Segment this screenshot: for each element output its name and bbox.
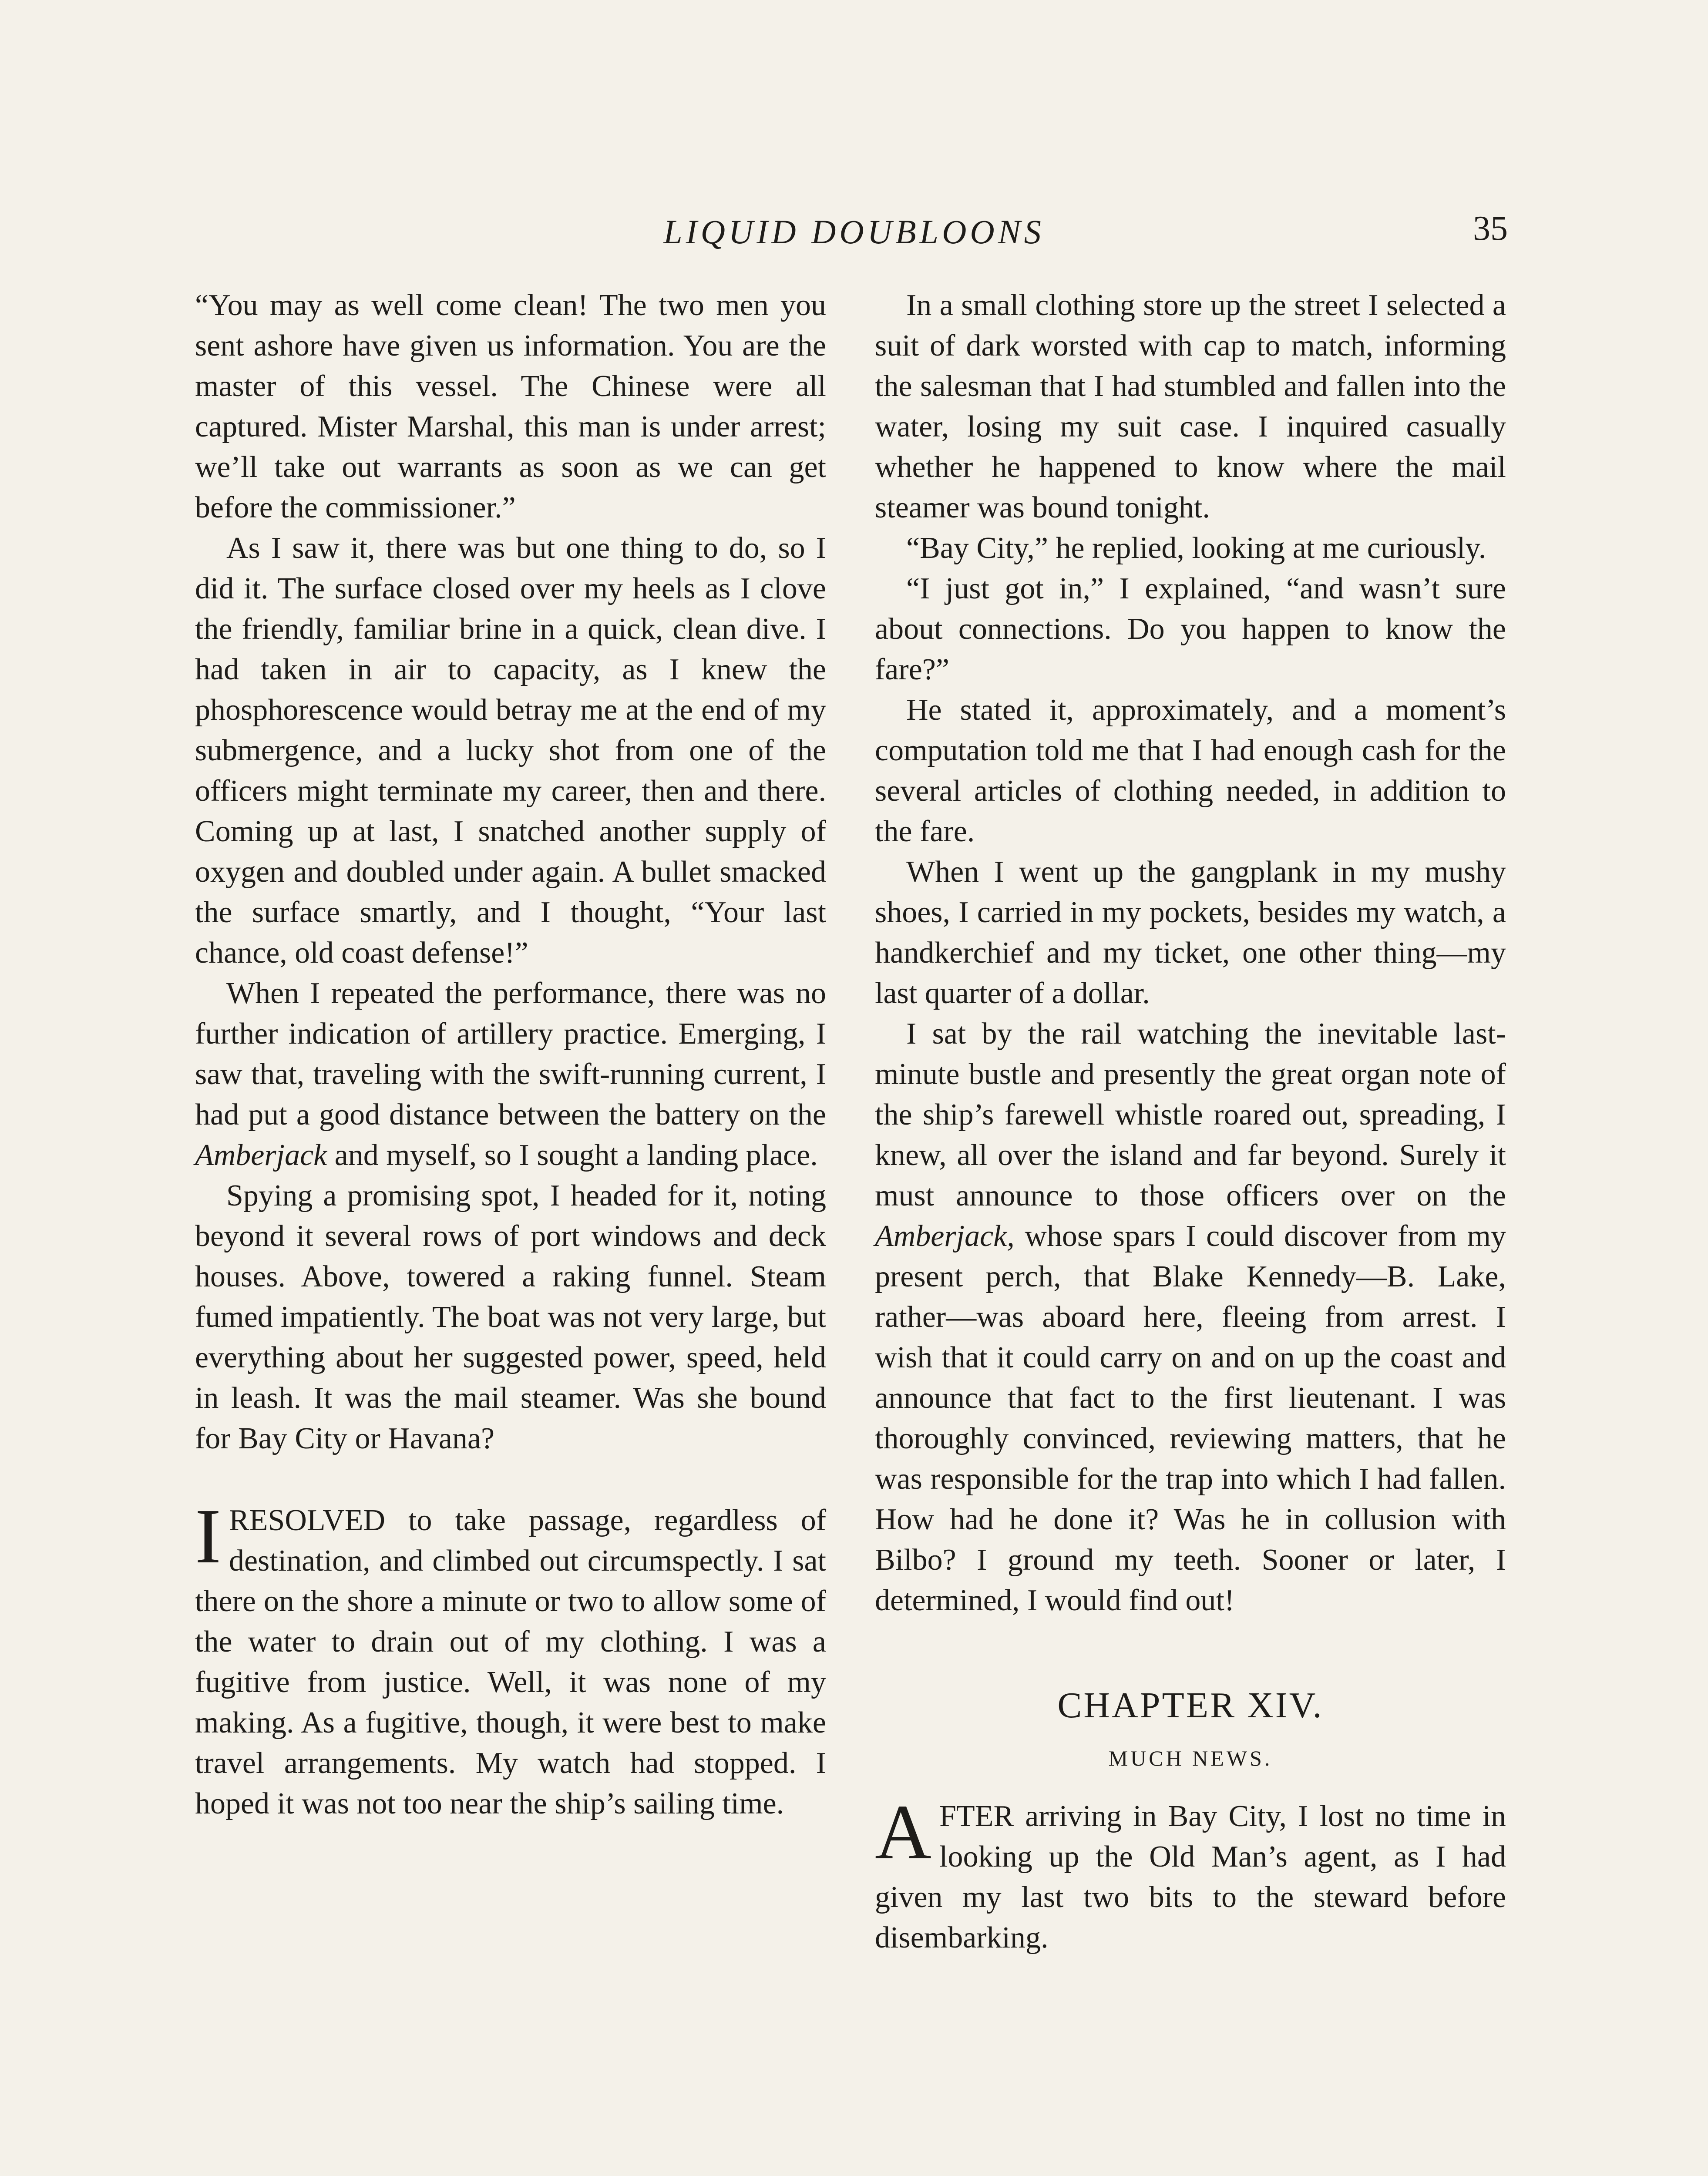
paragraph-text: whose spars I could discover from my present perch, that Blake Kennedy—B. Lake, rather—was aboard here, fleeing from arrest. I wish that it could carry on and on up the coast and announce that fact to the first lieutenant. I was thoroughly convinced, reviewing matters, that he was responsible for the trap into which I had fallen. How had he done it? Was he in collusion with Bilbo? I ground my teeth. Sooner or later, I determined, I would find out! (875, 1219, 1506, 1617)
left-column (195, 285, 826, 1824)
paragraph (195, 973, 826, 1175)
chapter-subtitle: MUCH NEWS. (1108, 1746, 1273, 1770)
paragraph: He stated it, approximately, and a moment’s computation told me that I had enough cash for the several articles of clothing needed, in addition to the fare. (875, 693, 1506, 848)
running-title: LIQUID DOUBLOONS (663, 213, 1045, 251)
paragraph-dropcap (195, 1493, 826, 1824)
chapter-opening-paragraph (875, 1789, 1506, 1958)
paragraph: Spying a promising spot, I headed for it, noting beyond it several rows of port windows and deck houses. Above, towered a raking funnel. Steam fumed impatiently. The boat was not very large, but everything about her suggested power, speed, held in leash. It was the mail steamer. Was she bound for Bay City or Havana? (195, 1179, 826, 1455)
drop-cap-letter: A (875, 1789, 931, 1875)
paragraph: “You may as well come clean! The two men you sent ashore have given us information. You are the master of this vessel. The Chinese were all captured. Mister Marshal, this man is under arrest; we’ll take out warrants as soon as we can get before the commissioner.” (195, 289, 826, 524)
paragraph (875, 1014, 1506, 1621)
chapter-heading (875, 1682, 1506, 1779)
page-header (0, 205, 1708, 261)
paragraph: In a small clothing store up the street I selected a suit of dark worsted with cap to match, informing the salesman that I had stumbled and fallen into the water, losing my suit case. I inquired casually whether he happened to know where the mail steamer was bound tonight. (875, 289, 1506, 524)
paragraph: “I just got in,” I explained, “and wasn’t sure about connections. Do you happen to know the fare?” (875, 572, 1506, 686)
paragraph: As I saw it, there was but one thing to do, so I did it. The surface closed over my heels as I clove the friendly, familiar brine in a quick, clean dive. I had taken in air to capacity, as I knew the phosphorescence would betray me at the end of my submergence, and a lucky shot from one of the officers might terminate my career, then and there. Coming up at last, I snatched another supply of oxygen and doubled under again. A bullet smacked the surface smartly, and I thought, “Your last chance, old coast defense!” (195, 531, 826, 970)
chapter-title: CHAPTER XIV. (1057, 1685, 1324, 1726)
right-column (875, 285, 1506, 1958)
paragraph: When I went up the gangplank in my mushy shoes, I carried in my pockets, besides my watch, a handkerchief and my ticket, one other thing—my last quarter of a dollar. (875, 855, 1506, 1010)
ship-name: Amberjack, (875, 1219, 1015, 1253)
page-number: 35 (1473, 209, 1508, 248)
paragraph-text: FTER arriving in Bay City, I lost no time in looking up the Old Man’s agent, as I had given my last two bits to the steward before disembarking. (875, 1800, 1506, 1954)
paragraph-text: and myself, so I sought a landing place. (334, 1138, 818, 1172)
ship-name: Amberjack (195, 1138, 327, 1172)
paragraph: “Bay City,” he replied, looking at me curiously. (906, 531, 1486, 565)
paragraph-text: RESOLVED to take passage, regardless of destination, and climbed out circumspectly. I sat there on the shore a minute or two to allow some of the water to drain out of my clothing. I was a fugitive from justice. Well, it was none of my making. As a fugitive, though, it were best to make travel arrangements. My watch had stopped. I hoped it was not too near the ship’s sailing time. (195, 1504, 826, 1820)
drop-cap-letter: I (195, 1493, 221, 1579)
paragraph-text: When I repeated the performance, there was no further indication of artillery practice. Emerging, I saw that, traveling with the swift-running current, I had put a good distance between the battery on the (195, 977, 826, 1132)
paragraph-text: I sat by the rail watching the inevitable last-minute bustle and presently the great organ note of the ship’s farewell whistle roared out, spreading, I knew, all over the island and far beyond. Surely it must announce to those officers over on the (875, 1017, 1506, 1212)
